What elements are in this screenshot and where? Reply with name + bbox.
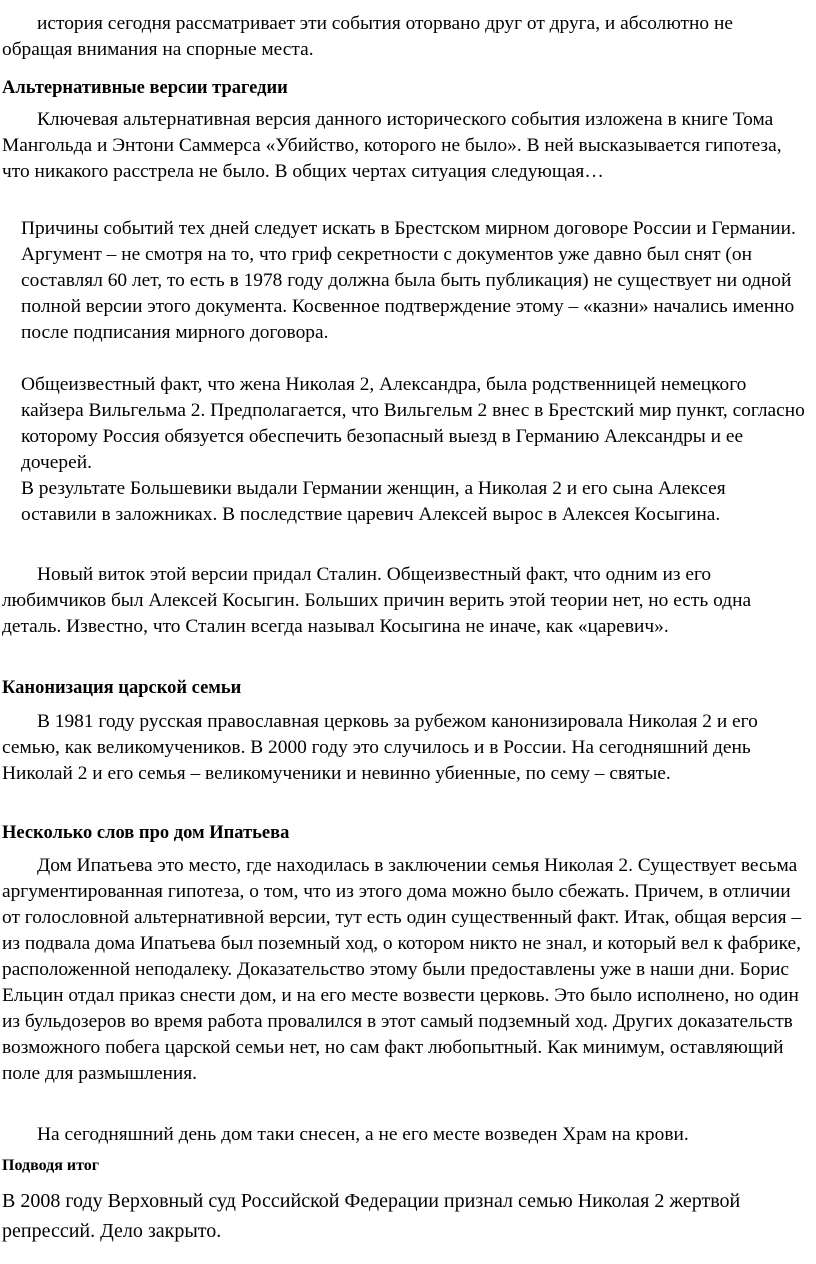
heading-ipatiev-house: Несколько слов про дом Ипатьева [2, 823, 290, 843]
paragraph-alternative-version: Ключевая альтернативная версия данного исторического события изложена в книге Тома Мангольда и Энтони Саммерса «Убийство, которого не было». В ней высказывается гипотеза, что никакого расстрела не было. В общих чертах ситуация следующая… [2, 109, 782, 182]
paragraph-ipatiev-house: Дом Ипатьева это место, где находилась в заключении семья Николая 2. Существует весьма аргументированная гипотеза, о том, что из этого дома можно было сбежать. Причем, в отличии от голословной альтернативной версии, тут есть один существенный факт. Итак, общая версия – из подвала дома Ипатьева был поземный ход, о котором никто не знал, и который вел к фабрике, расположенной неподалеку. Доказательство этому были предоставлены уже в наши дни. Борис Ельцин отдал приказ снести дом, и на его месте возвести церковь. Это было исполнено, но один из бульдозеров во время работа провалился в этот самый подземный ход. Других доказательств возможного побега царской семьи нет, но сам факт любопытный. Как минимум, оставляющий поле для размышления. [2, 855, 802, 1084]
heading-summary: Подводя итог [2, 1157, 100, 1174]
quote-brest-treaty: Причины событий тех дней следует искать в Брестском мирном договоре России и Германии. Аргумент – не смотря на то, что гриф секретности с документов уже давно был снят (он составлял 60 лет, то есть в 1978 году должна была быть публикация) не существует ни одной полной версии этого документа. Косвенное подтверждение этому – «казни» начались именно после подписания мирного договора. [21, 218, 796, 343]
paragraph-temple: На сегодняшний день дом таки снесен, а не его месте возведен Храм на крови. [37, 1124, 689, 1145]
heading-alternative-versions: Альтернативные версии трагедии [2, 78, 288, 98]
quote-bolsheviks: В результате Большевики выдали Германии женщин, а Николая 2 и его сына Алексея оставили в заложниках. В последствие царевич Алексей вырос в Алексея Косыгина. [21, 478, 726, 525]
paragraph-stalin: Новый виток этой версии придал Сталин. Общеизвестный факт, что одним из его любимчиков был Алексей Косыгин. Больших причин верить этой теории нет, но есть одна деталь. Известно, что Сталин всегда называл Косыгина не иначе, как «царевич». [2, 564, 752, 637]
paragraph-intro: история сегодня рассматривает эти события оторвано друг от друга, и абсолютно не обращая внимания на спорные места. [2, 13, 733, 60]
paragraph-conclusion: В 2008 году Верховный суд Российской Федерации признал семью Николая 2 жертвой репрессий. Дело закрыто. [2, 1190, 741, 1242]
paragraph-canonization: В 1981 году русская православная церковь за рубежом канонизировала Николая 2 и его семью, как великомучеников. В 2000 году это случилось и в России. На сегодняшний день Николай 2 и его семья – великомученики и невинно убиенные, по сему – святые. [2, 711, 758, 784]
heading-canonization: Канонизация царской семьи [2, 678, 242, 698]
quote-alexandra: Общеизвестный факт, что жена Николая 2, Александра, была родственницей немецкого кайзера Вильгельма 2. Предполагается, что Вильгельм 2 внес в Брестский мир пункт, согласно которому Россия обязуется обеспечить безопасный выезд в Германию Александры и ее дочерей. [21, 374, 805, 473]
